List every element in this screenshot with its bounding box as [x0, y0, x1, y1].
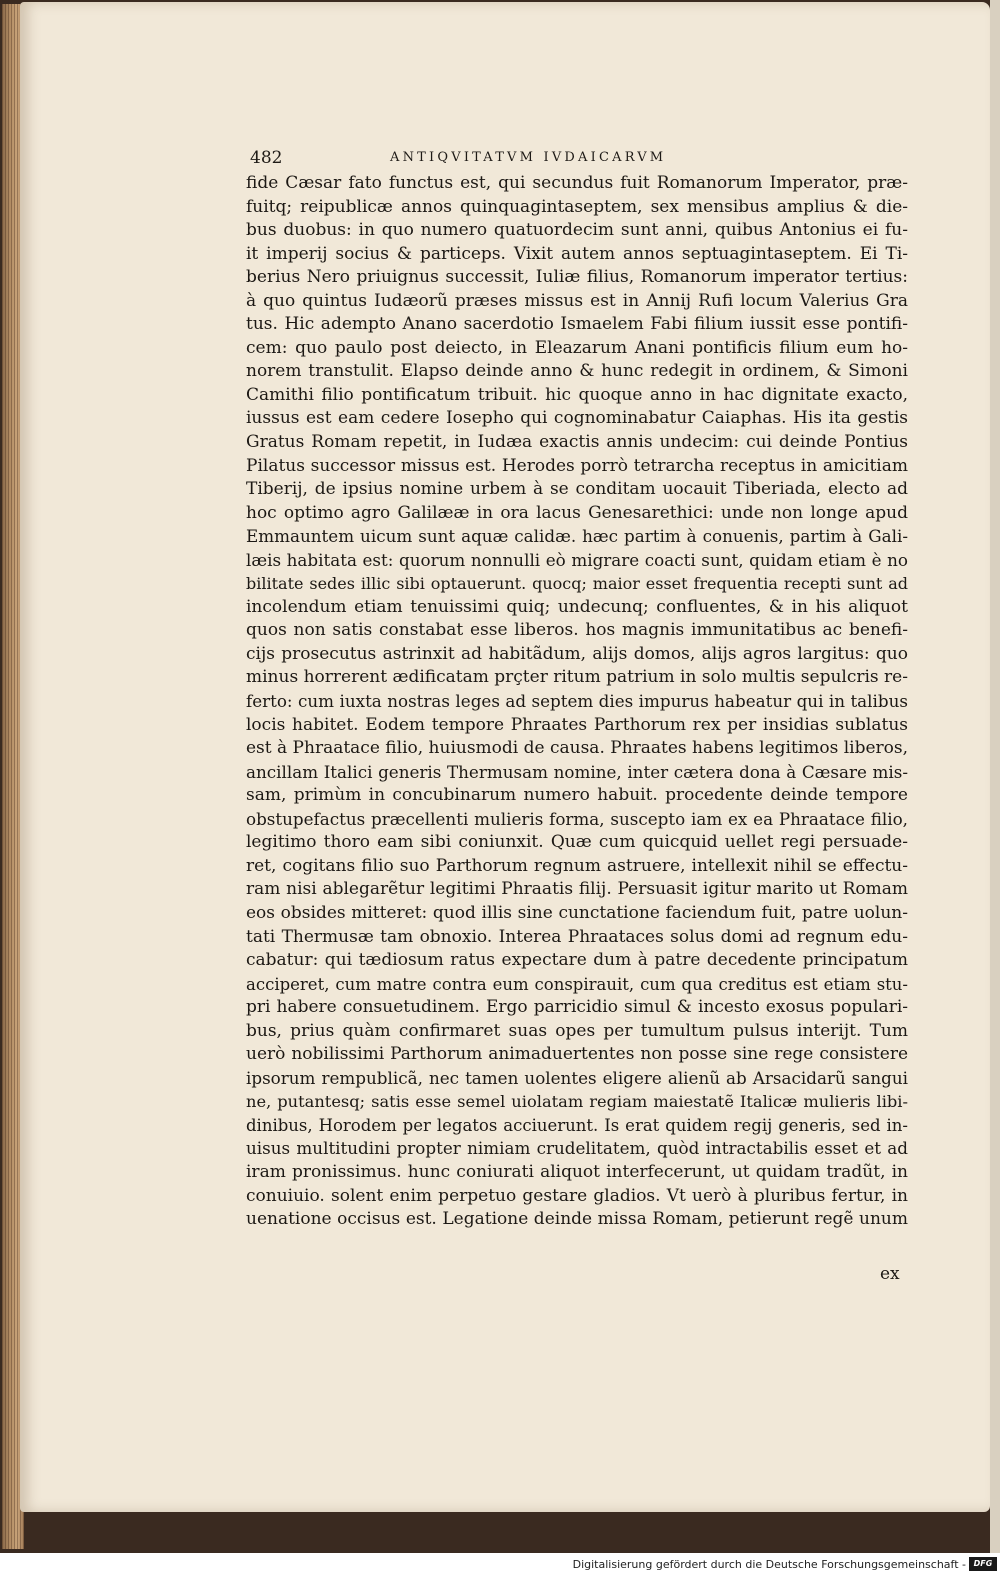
- catchword: ex: [880, 1264, 900, 1284]
- text-line: cem: quo paulo post deiecto, in Eleazarum Anani pontificis filium eum ho-: [246, 337, 908, 358]
- text-line: bus duobus: in quo numero quatuordecim sunt anni, quibus Antonius ei fu-: [246, 220, 908, 241]
- text-line: iussus est eam cedere Iosepho qui cognominabatur Caiaphas. His ita gestis: [246, 408, 908, 429]
- text-line: quos non satis constabat esse liberos. hos magnis immunitatibus ac benefi-: [246, 620, 908, 641]
- text-line: incolendum etiam tenuissimi quiq; undecunq; confluentes, & in his aliquot: [246, 596, 908, 617]
- text-line: iram pronissimus. hunc coniurati aliquot interfecerunt, ut quidam tradũt, in: [246, 1161, 908, 1182]
- text-line: sam, primùm in concubinarum numero habuit. procedente deinde tempore: [246, 785, 908, 806]
- text-line: tati Thermusæ tam obnoxio. Interea Phraataces solus domi ad regnum edu-: [246, 926, 908, 947]
- text-line: cabatur: qui tædiosum ratus expectare dum à patre decedente principatum: [246, 950, 908, 971]
- footer-bar: [0, 1553, 1000, 1577]
- text-line: uenatione occisus est. Legatione deinde missa Romam, petierunt regẽ unum: [246, 1209, 908, 1230]
- text-line: bilitate sedes illic sibi optauerunt. quocq; maior esset frequentia recepti sunt ad: [246, 574, 908, 594]
- text-line: Camithi filio pontificatum tribuit. hic quoque anno in hac dignitate exacto,: [246, 384, 908, 405]
- text-line: berius Nero priuignus successit, Iuliæ filius, Romanorum imperator tertius:: [246, 267, 908, 288]
- text-line: uisus multitudini propter nimiam crudelitatem, quòd intractabilis esset et ad: [246, 1138, 908, 1159]
- running-head: [250, 148, 910, 170]
- text-line: ancillam Italici generis Thermusam nomine, inter cætera dona à Cæsare mis-: [246, 761, 908, 782]
- text-line: hoc optimo agro Galilææ in ora lacus Genesarethici: unde non longe apud: [246, 502, 908, 523]
- text-line: uerò nobilissimi Parthorum animaduertentes non posse sine rege consistere: [246, 1044, 908, 1065]
- text-line: legitimo thoro eam sibi coniunxit. Quæ cum quicquid uellet regi persuade-: [246, 832, 908, 853]
- text-line: Tiberij, de ipsius nomine urbem à se conditam uocauit Tiberiada, electo ad: [246, 479, 908, 500]
- text-line: acciperet, cum matre contra eum conspirauit, cum qua creditus est etiam stu-: [246, 974, 908, 994]
- text-line: læis habitata est: quorum nonnulli eò migrare coacti sunt, quidam etiam è no: [246, 549, 908, 570]
- text-line: ferto: cum iuxta nostras leges ad septem dies impurus habeatur qui in talibus: [246, 691, 908, 712]
- text-line: conuiuio. solent enim perpetuo gestare gladios. Vt uerò à pluribus fertur, in: [246, 1185, 908, 1206]
- text-line: ipsorum rempublicã, nec tamen uolentes eligere alienũ ab Arsacidarũ sangui: [246, 1067, 908, 1088]
- text-line: tus. Hic adempto Anano sacerdotio Ismaelem Fabi filium iussit esse pontifi-: [246, 314, 908, 335]
- text-line: Gratus Romam repetit, in Iudæa exactis annis undecim: cui deinde Pontius: [246, 432, 908, 453]
- text-line: it imperij socius & particeps. Vixit autem annos septuagintaseptem. Ei Ti-: [246, 243, 908, 264]
- text-line: Emmauntem uicum sunt aquæ calidæ. hæc partim à conuenis, partim à Gali-: [246, 526, 908, 547]
- text-line: ram nisi ablegarẽtur legitimi Phraatis filij. Persuasit igitur marito ut Romam: [246, 879, 908, 900]
- text-line: eos obsides mitteret: quod illis sine cunctatione faciendum fuit, patre uolun-: [246, 902, 908, 923]
- text-line: minus horrerent ædificatam prçter ritum patrium in solo multis sepulcris re-: [246, 667, 908, 688]
- text-line: dinibus, Horodem per legatos acciuerunt. Is erat quidem regij generis, sed in-: [246, 1115, 908, 1135]
- text-line: obstupefactus præcellenti mulieris forma, suscepto iam ex ea Phraatace filio,: [246, 808, 908, 829]
- right-margin-strip: [990, 0, 1000, 1553]
- text-line: fuitq; reipublicæ annos quinquagintaseptem, sex mensibus amplius & die-: [246, 196, 908, 217]
- text-line: pri habere consuetudinem. Ergo parricidio simul & incesto exosus populari-: [246, 997, 908, 1018]
- text-line: locis habitet. Eodem tempore Phraates Parthorum rex per insidias sublatus: [246, 714, 908, 735]
- text-line: ret, cogitans filio suo Parthorum regnum astruere, intellexit nihil se effectu-: [246, 855, 908, 876]
- running-title: ANTIQVITATVM IVDAICARVM: [390, 150, 667, 165]
- footer-credit: Digitalisierung gefördert durch die Deutsche Forschungsgemeinschaft -: [572, 1558, 966, 1571]
- body-text: [246, 172, 908, 1232]
- text-line: bus, prius quàm confirmaret suas opes per tumultum pulsus interijt. Tum: [246, 1020, 908, 1041]
- text-line: ne, putantesq; satis esse semel uiolatam regiam maiestatẽ Italicæ mulieris libi-: [246, 1092, 908, 1112]
- text-line: fide Cæsar fato functus est, qui secundus fuit Romanorum Imperator, præ-: [246, 173, 908, 193]
- text-line: norem transtulit. Elapso deinde anno & hunc redegit in ordinem, & Simoni: [246, 361, 908, 382]
- dfg-logo: DFG: [969, 1557, 997, 1571]
- page-number: 482: [250, 148, 283, 168]
- text-line: Pilatus successor missus est. Herodes porrò tetrarcha receptus in amicitiam: [246, 455, 908, 476]
- text-line: à quo quintus Iudæorũ præses missus est in Annij Rufi locum Valerius Gra: [246, 290, 908, 311]
- text-line: cijs prosecutus astrinxit ad habitãdum, alijs domos, alijs agros largitus: quo: [246, 643, 908, 664]
- text-line: est à Phraatace filio, huiusmodi de causa. Phraates habens legitimos liberos,: [246, 738, 908, 759]
